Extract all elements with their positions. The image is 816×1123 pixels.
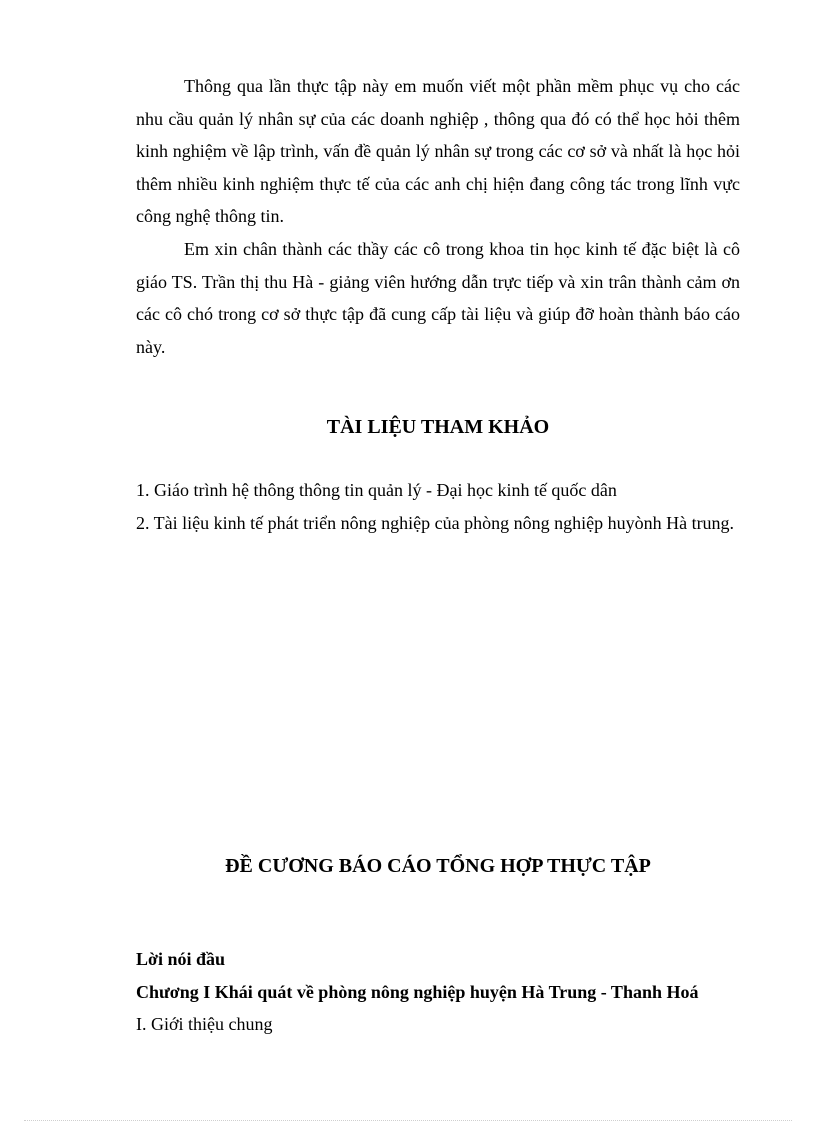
outline-item-section-1: I. Giới thiệu chung bbox=[136, 1014, 273, 1034]
body-paragraph-1: Thông qua lần thực tập này em muốn viết một phần mềm phục vụ cho các nhu cầu quản lý nhân sự của các doanh nghiệp , thông qua đó có thể học hỏi thêm kinh nghiệm về lập trình, vấn đề quản lý nhân sự trong các cơ sở và nhất là học hỏi thêm nhiều kinh nghiệm thực tế của các anh chị hiện đang công tác trong lĩnh vực công nghệ thông tin. bbox=[136, 76, 740, 226]
outline-item-preface: Lời nói đầu bbox=[136, 949, 226, 969]
outline-item-chapter-1: Chương I Khái quát về phòng nông nghiệp huyện Hà Trung - Thanh Hoá bbox=[136, 981, 699, 1002]
references-list bbox=[136, 474, 740, 539]
references-heading: TÀI LIỆU THAM KHẢO bbox=[326, 416, 550, 438]
reference-item-1: 1. Giáo trình hệ thông thông tin quản lý - Đại học kinh tế quốc dân bbox=[136, 480, 617, 500]
outline-heading: ĐỀ CƯƠNG BÁO CÁO TỔNG HỢP THỰC TẬP bbox=[225, 855, 651, 877]
outline-list bbox=[136, 943, 756, 1041]
reference-item-2: 2. Tài liệu kinh tế phát triển nông nghiệp của phòng nông nghiệp huyònh Hà trung. bbox=[136, 512, 735, 533]
body-paragraph-2: Em xin chân thành các thầy các cô trong khoa tin học kinh tế đặc biệt là cô giáo TS. Trần thị thu Hà - giảng viên hướng dẫn trực tiếp và xin trân thành cảm ơn các cô chó trong cơ sở thực tập đã cung cấp tài liệu và giúp đỡ hoàn thành báo cáo này. bbox=[136, 239, 740, 357]
page-bottom-divider bbox=[24, 1120, 792, 1121]
